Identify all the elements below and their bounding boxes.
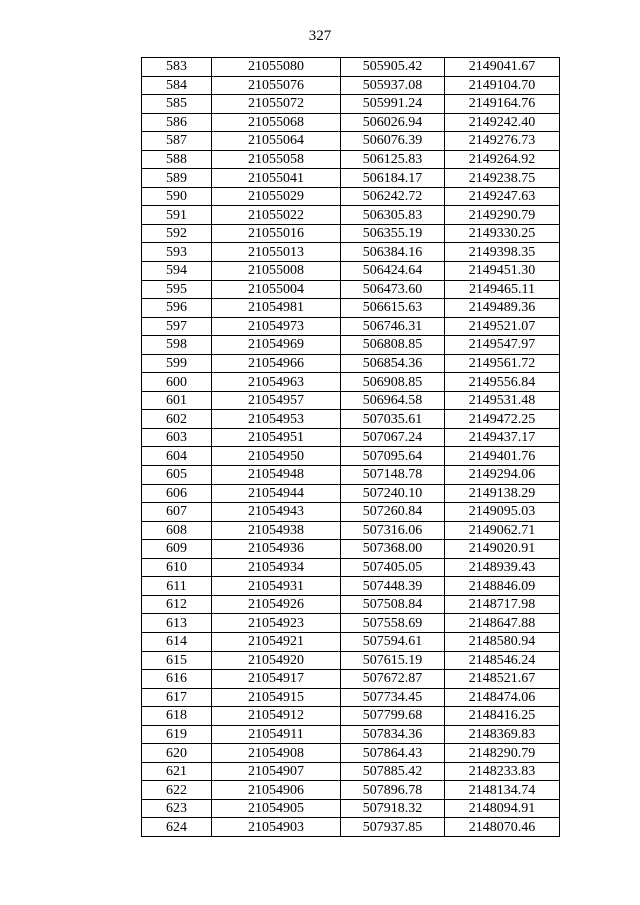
y-coordinate-cell: 2148474.06 xyxy=(445,688,560,707)
y-coordinate-cell: 2149547.97 xyxy=(445,336,560,355)
table-row xyxy=(142,540,560,559)
row-index-cell: 583 xyxy=(142,58,212,77)
y-coordinate-cell: 2148846.09 xyxy=(445,577,560,596)
y-coordinate-cell: 2149290.79 xyxy=(445,206,560,225)
y-coordinate-cell: 2148580.94 xyxy=(445,632,560,651)
code-cell: 21055041 xyxy=(212,169,341,188)
code-cell: 21055022 xyxy=(212,206,341,225)
x-coordinate-cell: 506808.85 xyxy=(341,336,445,355)
code-cell: 21055064 xyxy=(212,132,341,151)
x-coordinate-cell: 505905.42 xyxy=(341,58,445,77)
code-cell: 21054943 xyxy=(212,503,341,522)
x-coordinate-cell: 506242.72 xyxy=(341,187,445,206)
x-coordinate-cell: 506746.31 xyxy=(341,317,445,336)
table-row xyxy=(142,373,560,392)
y-coordinate-cell: 2149238.75 xyxy=(445,169,560,188)
table-row xyxy=(142,169,560,188)
code-cell: 21055008 xyxy=(212,262,341,281)
y-coordinate-cell: 2148546.24 xyxy=(445,651,560,670)
code-cell: 21054923 xyxy=(212,614,341,633)
row-index-cell: 603 xyxy=(142,428,212,447)
page-number: 327 xyxy=(308,28,332,44)
x-coordinate-cell: 506473.60 xyxy=(341,280,445,299)
code-cell: 21054907 xyxy=(212,762,341,781)
row-index-cell: 602 xyxy=(142,410,212,429)
y-coordinate-cell: 2148647.88 xyxy=(445,614,560,633)
row-index-cell: 595 xyxy=(142,280,212,299)
x-coordinate-cell: 506026.94 xyxy=(341,113,445,132)
table-row xyxy=(142,632,560,651)
row-index-cell: 596 xyxy=(142,299,212,318)
y-coordinate-cell: 2148070.46 xyxy=(445,818,560,837)
row-index-cell: 614 xyxy=(142,632,212,651)
code-cell: 21054917 xyxy=(212,670,341,689)
code-cell: 21054912 xyxy=(212,707,341,726)
row-index-cell: 615 xyxy=(142,651,212,670)
x-coordinate-cell: 507067.24 xyxy=(341,428,445,447)
y-coordinate-cell: 2149489.36 xyxy=(445,299,560,318)
y-coordinate-cell: 2149164.76 xyxy=(445,95,560,114)
table-row xyxy=(142,744,560,763)
row-index-cell: 601 xyxy=(142,391,212,410)
x-coordinate-cell: 507672.87 xyxy=(341,670,445,689)
row-index-cell: 622 xyxy=(142,781,212,800)
table-row xyxy=(142,243,560,262)
table-row xyxy=(142,391,560,410)
code-cell: 21054963 xyxy=(212,373,341,392)
coordinate-table xyxy=(141,57,560,837)
row-index-cell: 605 xyxy=(142,466,212,485)
table-row xyxy=(142,224,560,243)
table-row xyxy=(142,466,560,485)
y-coordinate-cell: 2149062.71 xyxy=(445,521,560,540)
row-index-cell: 616 xyxy=(142,670,212,689)
table-row xyxy=(142,317,560,336)
code-cell: 21055080 xyxy=(212,58,341,77)
code-cell: 21055013 xyxy=(212,243,341,262)
x-coordinate-cell: 506964.58 xyxy=(341,391,445,410)
table-row xyxy=(142,336,560,355)
x-coordinate-cell: 506908.85 xyxy=(341,373,445,392)
y-coordinate-cell: 2148290.79 xyxy=(445,744,560,763)
row-index-cell: 621 xyxy=(142,762,212,781)
x-coordinate-cell: 506076.39 xyxy=(341,132,445,151)
code-cell: 21054911 xyxy=(212,725,341,744)
y-coordinate-cell: 2148369.83 xyxy=(445,725,560,744)
table-row xyxy=(142,484,560,503)
row-index-cell: 584 xyxy=(142,76,212,95)
y-coordinate-cell: 2149398.35 xyxy=(445,243,560,262)
table-row xyxy=(142,447,560,466)
row-index-cell: 608 xyxy=(142,521,212,540)
y-coordinate-cell: 2149264.92 xyxy=(445,150,560,169)
table-row xyxy=(142,428,560,447)
y-coordinate-cell: 2148717.98 xyxy=(445,595,560,614)
y-coordinate-cell: 2148521.67 xyxy=(445,670,560,689)
table-row xyxy=(142,354,560,373)
x-coordinate-cell: 507918.32 xyxy=(341,799,445,818)
x-coordinate-cell: 507896.78 xyxy=(341,781,445,800)
code-cell: 21054951 xyxy=(212,428,341,447)
code-cell: 21055072 xyxy=(212,95,341,114)
code-cell: 21054921 xyxy=(212,632,341,651)
row-index-cell: 591 xyxy=(142,206,212,225)
x-coordinate-cell: 507368.00 xyxy=(341,540,445,559)
row-index-cell: 624 xyxy=(142,818,212,837)
y-coordinate-cell: 2149330.25 xyxy=(445,224,560,243)
code-cell: 21054950 xyxy=(212,447,341,466)
x-coordinate-cell: 507615.19 xyxy=(341,651,445,670)
table-row xyxy=(142,280,560,299)
y-coordinate-cell: 2149451.30 xyxy=(445,262,560,281)
table-row xyxy=(142,58,560,77)
code-cell: 21055076 xyxy=(212,76,341,95)
x-coordinate-cell: 507448.39 xyxy=(341,577,445,596)
x-coordinate-cell: 507799.68 xyxy=(341,707,445,726)
row-index-cell: 598 xyxy=(142,336,212,355)
code-cell: 21054926 xyxy=(212,595,341,614)
code-cell: 21054906 xyxy=(212,781,341,800)
y-coordinate-cell: 2148094.91 xyxy=(445,799,560,818)
table-row xyxy=(142,670,560,689)
row-index-cell: 612 xyxy=(142,595,212,614)
table-row xyxy=(142,595,560,614)
y-coordinate-cell: 2149531.48 xyxy=(445,391,560,410)
code-cell: 21054920 xyxy=(212,651,341,670)
code-cell: 21054903 xyxy=(212,818,341,837)
x-coordinate-cell: 506125.83 xyxy=(341,150,445,169)
x-coordinate-cell: 507095.64 xyxy=(341,447,445,466)
y-coordinate-cell: 2149104.70 xyxy=(445,76,560,95)
y-coordinate-cell: 2149041.67 xyxy=(445,58,560,77)
y-coordinate-cell: 2149465.11 xyxy=(445,280,560,299)
row-index-cell: 619 xyxy=(142,725,212,744)
code-cell: 21054905 xyxy=(212,799,341,818)
table-row xyxy=(142,95,560,114)
x-coordinate-cell: 506854.36 xyxy=(341,354,445,373)
code-cell: 21055068 xyxy=(212,113,341,132)
row-index-cell: 590 xyxy=(142,187,212,206)
y-coordinate-cell: 2149556.84 xyxy=(445,373,560,392)
table-row xyxy=(142,132,560,151)
table-row xyxy=(142,781,560,800)
x-coordinate-cell: 507260.84 xyxy=(341,503,445,522)
row-index-cell: 609 xyxy=(142,540,212,559)
table-row xyxy=(142,762,560,781)
table-row xyxy=(142,818,560,837)
row-index-cell: 610 xyxy=(142,558,212,577)
x-coordinate-cell: 507316.06 xyxy=(341,521,445,540)
x-coordinate-cell: 507937.85 xyxy=(341,818,445,837)
code-cell: 21054931 xyxy=(212,577,341,596)
x-coordinate-cell: 507035.61 xyxy=(341,410,445,429)
x-coordinate-cell: 507148.78 xyxy=(341,466,445,485)
table-row xyxy=(142,410,560,429)
table-row xyxy=(142,707,560,726)
table-row xyxy=(142,651,560,670)
code-cell: 21054966 xyxy=(212,354,341,373)
row-index-cell: 606 xyxy=(142,484,212,503)
code-cell: 21054944 xyxy=(212,484,341,503)
row-index-cell: 607 xyxy=(142,503,212,522)
table-row xyxy=(142,725,560,744)
y-coordinate-cell: 2148416.25 xyxy=(445,707,560,726)
table-row xyxy=(142,299,560,318)
x-coordinate-cell: 505991.24 xyxy=(341,95,445,114)
y-coordinate-cell: 2149521.07 xyxy=(445,317,560,336)
row-index-cell: 589 xyxy=(142,169,212,188)
code-cell: 21054953 xyxy=(212,410,341,429)
y-coordinate-cell: 2149294.06 xyxy=(445,466,560,485)
table-row xyxy=(142,688,560,707)
table-row xyxy=(142,558,560,577)
row-index-cell: 611 xyxy=(142,577,212,596)
code-cell: 21054938 xyxy=(212,521,341,540)
y-coordinate-cell: 2149401.76 xyxy=(445,447,560,466)
x-coordinate-cell: 506305.83 xyxy=(341,206,445,225)
row-index-cell: 587 xyxy=(142,132,212,151)
x-coordinate-cell: 507240.10 xyxy=(341,484,445,503)
row-index-cell: 600 xyxy=(142,373,212,392)
code-cell: 21054934 xyxy=(212,558,341,577)
code-cell: 21054957 xyxy=(212,391,341,410)
x-coordinate-cell: 507594.61 xyxy=(341,632,445,651)
code-cell: 21054936 xyxy=(212,540,341,559)
row-index-cell: 597 xyxy=(142,317,212,336)
code-cell: 21054948 xyxy=(212,466,341,485)
table-row xyxy=(142,113,560,132)
y-coordinate-cell: 2148939.43 xyxy=(445,558,560,577)
row-index-cell: 585 xyxy=(142,95,212,114)
table-row xyxy=(142,150,560,169)
table-row xyxy=(142,799,560,818)
y-coordinate-cell: 2149247.63 xyxy=(445,187,560,206)
row-index-cell: 618 xyxy=(142,707,212,726)
row-index-cell: 623 xyxy=(142,799,212,818)
y-coordinate-cell: 2149472.25 xyxy=(445,410,560,429)
y-coordinate-cell: 2149095.03 xyxy=(445,503,560,522)
row-index-cell: 604 xyxy=(142,447,212,466)
table-row xyxy=(142,577,560,596)
x-coordinate-cell: 507558.69 xyxy=(341,614,445,633)
code-cell: 21055016 xyxy=(212,224,341,243)
y-coordinate-cell: 2149242.40 xyxy=(445,113,560,132)
code-cell: 21055058 xyxy=(212,150,341,169)
row-index-cell: 594 xyxy=(142,262,212,281)
x-coordinate-cell: 507885.42 xyxy=(341,762,445,781)
x-coordinate-cell: 506355.19 xyxy=(341,224,445,243)
row-index-cell: 620 xyxy=(142,744,212,763)
y-coordinate-cell: 2149561.72 xyxy=(445,354,560,373)
row-index-cell: 593 xyxy=(142,243,212,262)
y-coordinate-cell: 2149276.73 xyxy=(445,132,560,151)
row-index-cell: 588 xyxy=(142,150,212,169)
table-body xyxy=(142,58,560,837)
code-cell: 21054915 xyxy=(212,688,341,707)
x-coordinate-cell: 507405.05 xyxy=(341,558,445,577)
table-row xyxy=(142,521,560,540)
table-row xyxy=(142,614,560,633)
x-coordinate-cell: 506424.64 xyxy=(341,262,445,281)
x-coordinate-cell: 506384.16 xyxy=(341,243,445,262)
y-coordinate-cell: 2148233.83 xyxy=(445,762,560,781)
table-row xyxy=(142,76,560,95)
code-cell: 21055029 xyxy=(212,187,341,206)
x-coordinate-cell: 505937.08 xyxy=(341,76,445,95)
x-coordinate-cell: 506184.17 xyxy=(341,169,445,188)
table-row xyxy=(142,187,560,206)
row-index-cell: 592 xyxy=(142,224,212,243)
code-cell: 21054981 xyxy=(212,299,341,318)
row-index-cell: 599 xyxy=(142,354,212,373)
table-row xyxy=(142,503,560,522)
row-index-cell: 613 xyxy=(142,614,212,633)
y-coordinate-cell: 2149138.29 xyxy=(445,484,560,503)
y-coordinate-cell: 2149437.17 xyxy=(445,428,560,447)
row-index-cell: 586 xyxy=(142,113,212,132)
x-coordinate-cell: 506615.63 xyxy=(341,299,445,318)
x-coordinate-cell: 507734.45 xyxy=(341,688,445,707)
code-cell: 21054969 xyxy=(212,336,341,355)
x-coordinate-cell: 507834.36 xyxy=(341,725,445,744)
y-coordinate-cell: 2149020.91 xyxy=(445,540,560,559)
table-row xyxy=(142,206,560,225)
row-index-cell: 617 xyxy=(142,688,212,707)
x-coordinate-cell: 507864.43 xyxy=(341,744,445,763)
table-row xyxy=(142,262,560,281)
code-cell: 21055004 xyxy=(212,280,341,299)
code-cell: 21054908 xyxy=(212,744,341,763)
y-coordinate-cell: 2148134.74 xyxy=(445,781,560,800)
code-cell: 21054973 xyxy=(212,317,341,336)
x-coordinate-cell: 507508.84 xyxy=(341,595,445,614)
